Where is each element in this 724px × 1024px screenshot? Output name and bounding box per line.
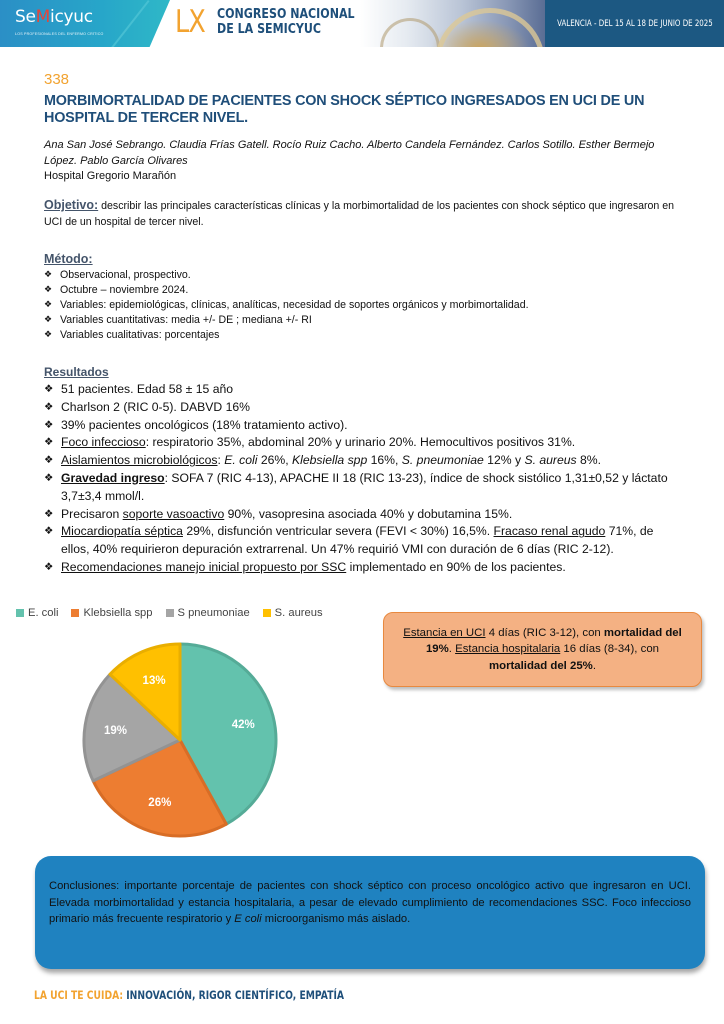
result-text: implementado en 90% de los pacientes. <box>346 559 566 574</box>
result-text: : respiratorio 35%, abdominal 20% y urinario 20%. Hemocultivos positivos 31%. <box>145 435 576 450</box>
logo-accent: M <box>35 7 51 27</box>
organism-name: S. aureus <box>524 453 577 468</box>
result-keyword: Fracaso renal agudo <box>493 524 606 539</box>
result-keyword: Miocardiopatía séptica <box>61 524 183 539</box>
congress-name-line1: CONGRESO NACIONAL <box>217 6 355 22</box>
congress-name <box>217 7 355 37</box>
result-item: ❖ Charlson 2 (RIC 0-5). DABVD 16% <box>44 399 684 417</box>
method-item: ❖ Variables cuantitativas: media +/- DE ; mediana +/- RI <box>44 313 684 328</box>
method-item: ❖ Variables cualitativas: porcentajes <box>44 328 684 343</box>
result-text: 26%, <box>257 453 293 468</box>
callout-text-part: . <box>592 659 596 672</box>
legend-label: Klebsiella spp <box>83 607 153 619</box>
congress-date: VALENCIA - DEL 15 AL 18 DE JUNIO DE 2025 <box>556 18 713 29</box>
footer-slogan-lead: LA UCI TE CUIDA: <box>34 988 127 1002</box>
legend-swatch <box>16 609 24 617</box>
logo-subtitle: LOS PROFESIONALES DEL ENFERMO CRÍTICO <box>15 32 104 36</box>
result-item: ❖ 51 pacientes. Edad 58 ± 15 año <box>44 381 684 399</box>
hospital: Hospital Gregorio Marañón <box>44 170 177 182</box>
result-item <box>44 523 684 559</box>
legend-item <box>263 607 323 619</box>
results-section <box>44 364 684 577</box>
result-keyword: Aislamientos microbiológicos <box>61 453 218 468</box>
legend-item <box>166 607 250 619</box>
pie-chart-svg <box>80 640 280 840</box>
method-item: ❖ Observacional, prospectivo. <box>44 268 684 283</box>
logo-text: icyuc <box>50 7 93 27</box>
header-banner <box>0 0 724 47</box>
objective-section <box>44 197 684 230</box>
stay-mortality-callout <box>383 612 702 687</box>
pie-slice-label: 13% <box>142 675 166 688</box>
legend-label: E. coli <box>28 607 59 619</box>
result-text: : <box>217 453 225 468</box>
legend-item <box>16 607 58 619</box>
results-heading: Resultados <box>44 365 109 379</box>
result-text: Precisaron <box>61 506 123 521</box>
callout-keyword: Estancia en UCI <box>403 626 486 639</box>
congress-number: LX <box>175 4 205 40</box>
legend-swatch <box>263 609 271 617</box>
conclusions-text-part: microorganismo más aislado. <box>261 913 411 925</box>
callout-keyword: Estancia hospitalaria <box>455 643 561 656</box>
pie-chart <box>80 640 280 840</box>
pie-slice-label: 26% <box>148 797 172 810</box>
method-item: ❖ Variables: epidemiológicas, clínicas, analíticas, necesidad de soportes orgánicos y morbimortalidad. <box>44 298 684 313</box>
callout-text-part: 16 días (8-34), con <box>560 643 660 656</box>
arch-shape <box>380 18 440 47</box>
legend-label: S. aureus <box>274 607 323 619</box>
organism-name: Klebsiella spp <box>292 453 368 468</box>
callout-text <box>396 625 689 675</box>
method-section <box>44 251 684 343</box>
arch-shape <box>435 8 545 47</box>
callout-emphasis: mortalidad del 25% <box>489 659 593 672</box>
result-keyword: Foco infeccioso <box>61 435 146 450</box>
semicyuc-logo <box>15 7 104 36</box>
method-list <box>44 268 684 343</box>
congress-title <box>175 5 385 39</box>
result-item <box>44 470 684 506</box>
chart-legend <box>16 607 323 619</box>
pie-slice-label: 42% <box>231 718 255 731</box>
legend-item <box>71 607 152 619</box>
callout-emphasis: mortalidad del 19% <box>425 626 682 656</box>
conclusions-text <box>49 878 691 928</box>
organism-name: E. coli <box>224 453 258 468</box>
result-text: : SOFA 7 (RIC 4-13), APACHE II 18 (RIC 13-23), índice de shock sistólico 1,31±0,52 y láctato 3,7±3,4 mmol/l. <box>61 470 668 503</box>
congress-name-line2: DE LA SEMICYUC <box>217 21 322 37</box>
authors: Ana San José Sebrango. Claudia Frías Gatell. Rocío Ruiz Cacho. Alberto Candela Fernández. Carlos Sotillo. Esther Bermejo López. Pablo García Olivares <box>44 139 655 167</box>
result-keyword: soporte vasoactivo <box>122 506 225 521</box>
organism-name: S. pneumoniae <box>401 453 484 468</box>
result-item: ❖ 39% pacientes oncológicos (18% tratamiento activo). <box>44 417 684 435</box>
abstract-title: MORBIMORTALIDAD DE PACIENTES CON SHOCK SÉPTICO INGRESADOS EN UCI DE UN HOSPITAL DE TERCER NIVEL. <box>44 93 645 126</box>
result-text: 16%, <box>367 453 402 468</box>
organism-name: E coli <box>234 913 262 925</box>
objective-heading: Objetivo: <box>44 198 99 212</box>
callout-text-part: 4 días (RIC 3-12), con <box>485 626 604 639</box>
footer-slogan <box>34 988 344 1002</box>
logo-text: Se <box>15 7 36 27</box>
result-item <box>44 506 684 524</box>
footer-slogan-values: INNOVACIÓN, RIGOR CIENTÍFICO, EMPATÍA <box>126 988 345 1002</box>
conclusions-text-part: Conclusiones: importante porcentaje de pacientes con shock séptico con proceso oncológico activo que ingresaron en UCI. Elevada morbimortalidad y estancia hospitalaria, a pesar de elevado cumplimiento de recomendaciones SSC. Foco infeccioso primario más frecuente respiratorio y <box>49 880 691 925</box>
result-text: 71%, de ellos, 40% requirieron depuración extrarrenal. Un 47% requirió VMI con duración de 6 días (RIC 2-12). <box>61 524 654 557</box>
result-text: 8%. <box>576 453 601 468</box>
result-item <box>44 434 684 452</box>
result-text: 12% y <box>483 453 525 468</box>
legend-swatch <box>166 609 174 617</box>
result-text: 90%, vasopresina asociada 40% y dobutamina 15%. <box>224 506 513 521</box>
result-item <box>44 559 684 577</box>
callout-text-part: . <box>448 643 456 656</box>
conclusions-box <box>35 856 705 969</box>
results-list <box>44 381 684 577</box>
date-panel <box>545 0 724 47</box>
result-item <box>44 452 684 470</box>
legend-label: S pneumoniae <box>177 607 250 619</box>
objective-text: describir las principales características clínicas y la morbimortalidad de los pacientes con shock séptico que ingresaron en UCI de un hospital de tercer nivel. <box>44 200 675 228</box>
method-item: ❖ Octubre – noviembre 2024. <box>44 283 684 298</box>
result-keyword: Gravedad ingreso <box>61 470 165 485</box>
valencia-architecture-image <box>360 0 545 47</box>
result-keyword: Recomendaciones manejo inicial propuesto por SSC <box>61 559 347 574</box>
abstract-number: 338 <box>44 71 70 88</box>
legend-swatch <box>71 609 79 617</box>
pie-slice-label: 19% <box>104 724 128 737</box>
result-text: 29%, disfunción ventricular severa (FEVI < 30%) 16,5%. <box>182 524 494 539</box>
method-heading: Método: <box>44 252 93 266</box>
